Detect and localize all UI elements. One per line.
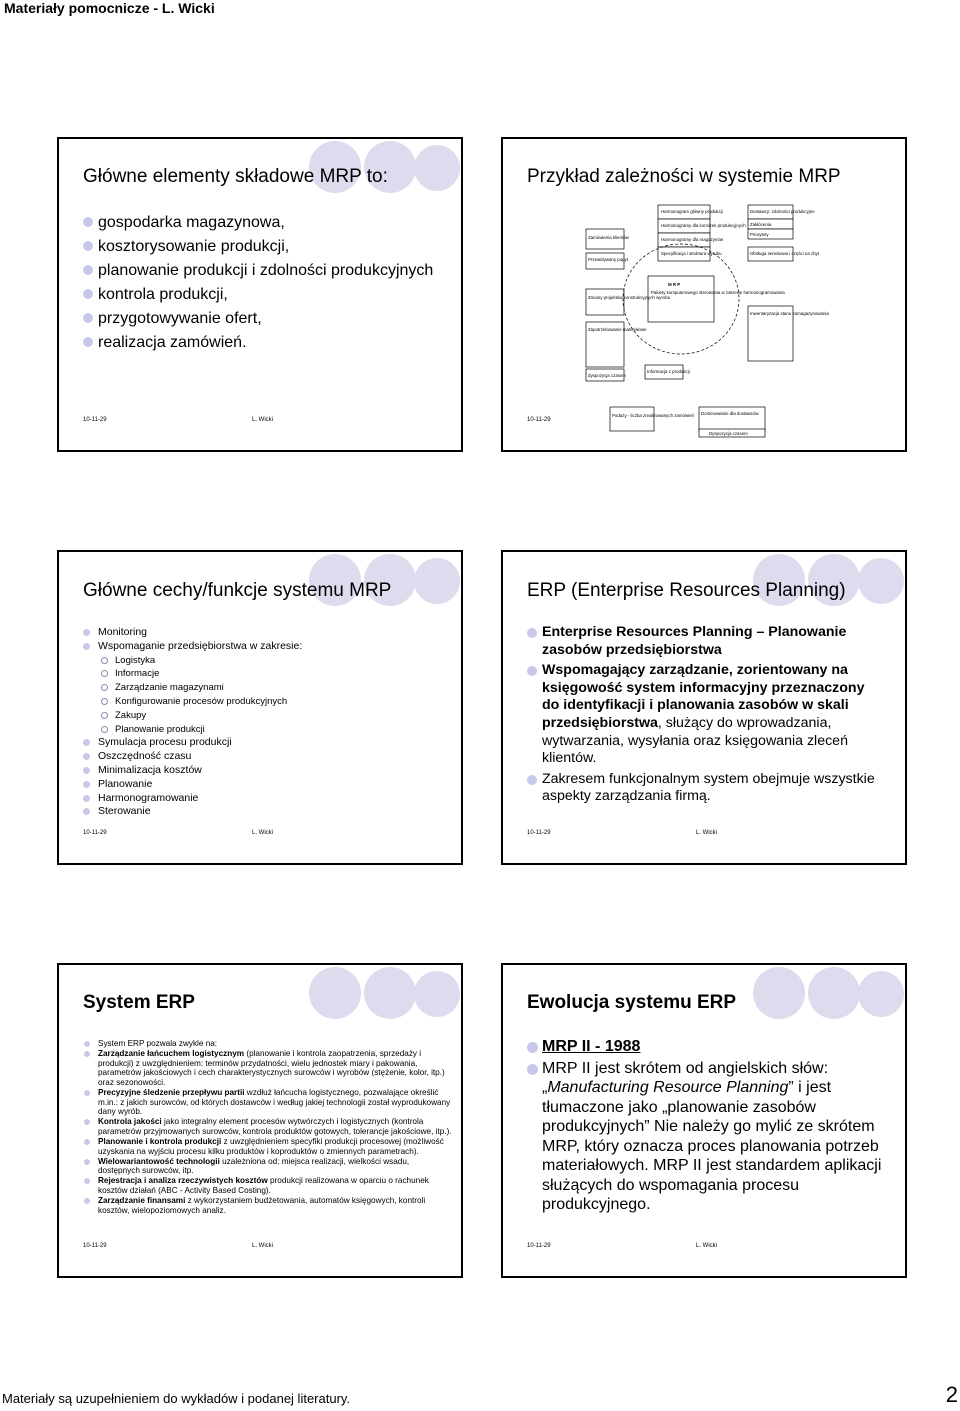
slide-title: Główne cechy/funkcje systemu MRP: [83, 580, 392, 601]
slide-main-elements-mrp: [57, 137, 463, 452]
diag-text: dyspozycja czasem: [588, 373, 627, 378]
slide-author: L. Wicki: [252, 417, 273, 423]
list-item: [83, 1176, 453, 1195]
sub-list-item: Informacje: [83, 667, 453, 681]
slide-author: L. Wicki: [252, 830, 273, 836]
diag-text: Obsługa serwisowa i części na zbyt: [750, 251, 820, 256]
list-item: Planowanie: [83, 778, 453, 792]
list-item: [527, 1059, 897, 1215]
item-text: z uwzględnieniem specyfiki produkcji procesowej (możliwość uzyskania na wyjściu procesu kilku produktów i koproduktów o zmiennych parametrach).: [98, 1136, 444, 1156]
slide-date: 10-11-29: [527, 1243, 551, 1249]
diag-text: Informacja z produkcji: [647, 369, 690, 374]
diag-text: Zapotrzebowanie materiałowe: [588, 327, 647, 332]
list-item: kosztorysowanie produkcji,: [83, 235, 443, 259]
bullet-list: [83, 1039, 453, 1216]
item-text: , służący do wprowadzania, wytwarzania, wysyłania oraz księgowania zleceń klientów.: [542, 714, 848, 767]
slide-title: Ewolucja systemu ERP: [527, 992, 737, 1013]
bullet-list: [83, 211, 443, 355]
list-item: Oszczędność czasu: [83, 750, 453, 764]
slide-author: L. Wicki: [696, 1243, 717, 1249]
page-footer: Materiały są uzupełnieniem do wykładów i podanej literatury.: [2, 1391, 351, 1406]
diag-text: Dostosowanie dla dostawców: [701, 411, 759, 416]
list-item: Symulacja procesu produkcji: [83, 736, 453, 750]
slide-erp-evolution: [501, 963, 907, 1278]
page-number: 2: [945, 1382, 958, 1407]
decor-circle: [808, 967, 860, 1019]
list-item: Monitoring: [83, 626, 453, 640]
list-item: [527, 662, 882, 768]
diag-text: Dyspozycja czasem: [709, 431, 748, 436]
decor-circle: [414, 971, 460, 1017]
bold-text: Kontrola jakości: [98, 1117, 162, 1127]
heading-text: MRP II - 1988: [542, 1038, 641, 1055]
list-item: [83, 1049, 453, 1087]
slide-title: Główne elementy składowe MRP to:: [83, 166, 388, 187]
slide-date: 10-11-29: [527, 830, 551, 836]
list-item: gospodarka magazynowa,: [83, 211, 443, 235]
diag-text: Zamówienia klientów: [588, 235, 629, 240]
decor-circle: [414, 145, 460, 191]
diag-text: Zakłócenia: [750, 222, 772, 227]
diag-text: Harmonogramy dla magazynów: [661, 237, 723, 242]
list-item: [527, 1037, 897, 1057]
bullet-list: [527, 1037, 897, 1217]
list-item: Sterowanie: [83, 805, 453, 819]
list-item: Wspomaganie przedsiębiorstwa w zakresie:: [83, 640, 453, 654]
slide-mrp-dependency-example: [501, 137, 907, 452]
bold-text: Planowanie i kontrola produkcji: [98, 1136, 222, 1146]
item-text: z wykorzystaniem budżetowania, automatów księgowych, kontroli kosztów, wielopoziomowych analiz.: [98, 1196, 426, 1215]
bold-text: Precyzyjne śledzenie przepływu partii: [98, 1087, 245, 1097]
decor-circle: [309, 967, 361, 1019]
sub-list-item: Logistyka: [83, 654, 453, 668]
list-item: przygotowywanie ofert,: [83, 307, 443, 331]
decor-circle: [414, 558, 460, 604]
decor-circle: [364, 967, 416, 1019]
diag-text: Zmiany projektów konstrukcyjnych wyrobu: [588, 295, 671, 300]
diag-text: Pakiety komputerowego sterowania w zakresie harmonogramowania: [651, 290, 785, 295]
bold-text: Enterprise Resources Planning – Planowanie zasobów przedsiębiorstwa: [542, 624, 847, 658]
item-text: jako integralny element procesów wytwórczych i logistycznych (kontrola parametrów przyjmowanych surowców, kontrola produktów gotowych, tolerancje jakościowe, itp.).: [98, 1117, 452, 1136]
list-item: [83, 1088, 453, 1117]
slide-erp-definition: [501, 550, 907, 865]
diag-text: Przewidywany popyt: [588, 257, 629, 262]
slide-author: L. Wicki: [696, 830, 717, 836]
sub-list-item: Konfigurowanie procesów produkcyjnych: [83, 695, 453, 709]
bold-text: Rejestracja i analiza rzeczywistych kosztów: [98, 1176, 268, 1186]
slide-date: 10-11-29: [527, 417, 551, 423]
diag-text: Priorytety: [750, 232, 769, 237]
item-text: ” i jest tłumaczone jako „planowanie zasobów produkcyjnych” Nie należy go mylić ze skrótem MRP, który oznacza proces planowania potrzeb materiałowych. MRP II jest standardem aplikacji służących do wspomagania procesu produkcyjnego.: [542, 1079, 882, 1213]
list-item: Harmonogramowanie: [83, 792, 453, 806]
diag-text: Harmonogramy dla komórek produkcyjnych: [661, 223, 746, 228]
slide-title: Przykład zależności w systemie MRP: [527, 166, 841, 187]
list-item: [83, 1137, 453, 1156]
slide-title: ERP (Enterprise Resources Planning): [527, 580, 846, 601]
list-item: [83, 1196, 453, 1215]
list-item: [527, 624, 882, 659]
diag-text: M R P: [668, 282, 681, 287]
list-item: realizacja zamówień.: [83, 331, 443, 355]
item-text: uzależniona od: miejsca realizacji, wielkości wsadu, dostępnych surowców, itp.: [98, 1156, 410, 1176]
sub-list-item: Zarządzanie magazynami: [83, 681, 453, 695]
diag-text: Inwentaryzacja stanu zamagazynowania: [750, 311, 829, 316]
sub-list-item: Zakupy: [83, 709, 453, 723]
list-item: planowanie produkcji i zdolności produkcyjnych: [83, 259, 443, 283]
italic-text: Manufacturing Resource Planning: [547, 1079, 789, 1096]
list-item: System ERP pozwala zwykle na:: [83, 1039, 453, 1049]
slide-date: 10-11-29: [83, 1243, 107, 1249]
diag-text: Specyfikacja i struktura wyrobu: [661, 251, 722, 256]
decor-circle: [858, 558, 904, 604]
bold-text: Zarządzanie łańcuchem logistycznym: [98, 1049, 245, 1059]
bold-text: Zarządzanie finansami: [98, 1196, 186, 1205]
slide-author: L. Wicki: [252, 1243, 273, 1249]
item-text: produkcji realizowana w oparciu o rachunek kosztów działań (ABC - Activity Based Costing).: [98, 1176, 429, 1195]
list-item: [83, 1157, 453, 1176]
list-item: Minimalizacja kosztów: [83, 764, 453, 778]
item-text: (planowanie i kontrola zaopatrzenia, sprzedaży i produkcji) z uwzględnieniem: terminów przydatności, wielu jednostek miary i pakowania, parametrów jakościowych i cech charakterystycznych surowców i wyrobów (stężenie, kolor, itp.) oraz sezonowości.: [98, 1049, 445, 1087]
diag-text: Podaży - liczba zrealizowanych zamówień: [612, 413, 694, 418]
diag-text: Dostawcy: zdolności produkcyjne: [750, 209, 815, 214]
bold-text: Wspomagający zarządzanie, zorientowany na księgowość system informacyjny przeznaczony do identyfikacji i planowania zasobów w skali przedsiębiorstwa: [542, 662, 865, 731]
list-item: kontrola produkcji,: [83, 283, 443, 307]
list-item: Zakresem funkcjonalnym system obejmuje wszystkie aspekty zarządzania firmą.: [527, 771, 882, 806]
item-text: MRP II jest skrótem od angielskich słów: „: [542, 1059, 829, 1096]
slide-date: 10-11-29: [83, 417, 107, 423]
sub-list-item: Planowanie produkcji: [83, 723, 453, 737]
slide-mrp-features: [57, 550, 463, 865]
bullet-list: [83, 626, 453, 819]
decor-circle: [858, 971, 904, 1017]
bold-text: Wielowariantowość technologii: [98, 1156, 220, 1166]
bullet-list: [527, 624, 882, 809]
slide-date: 10-11-29: [83, 830, 107, 836]
page-header: Materiały pomocnicze - L. Wicki: [4, 0, 215, 16]
slide-system-erp: [57, 963, 463, 1278]
decor-circle: [753, 967, 805, 1019]
slide-title: System ERP: [83, 992, 195, 1013]
item-text: wzdłuż łańcucha logistycznego, pozwalające określić m.in.: z jakich surowców, od których dostawców i według jakiej technologii został wyprodukowany dany wyrób.: [98, 1087, 451, 1117]
diag-text: Harmonogram główny produkcji: [661, 209, 723, 214]
list-item: [83, 1117, 453, 1136]
